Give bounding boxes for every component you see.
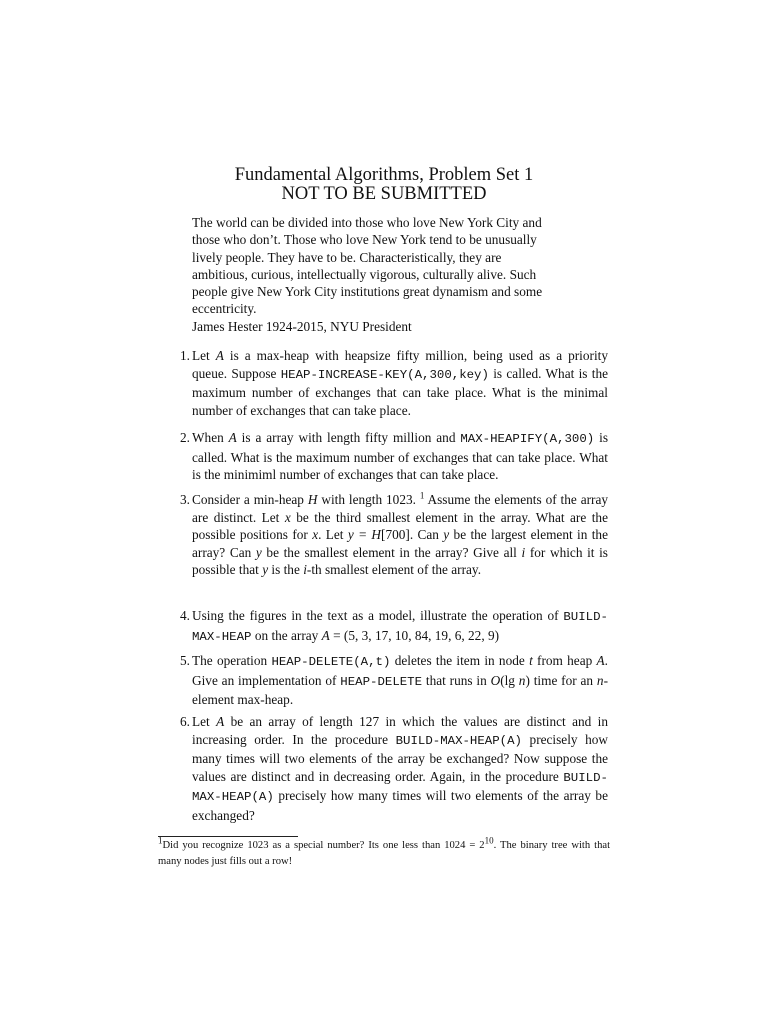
text-run: -element max-heap. <box>192 672 608 707</box>
problem-number: 2. <box>180 430 190 445</box>
text-run: from heap <box>532 653 597 668</box>
problem-text <box>192 607 608 646</box>
text-run: for which it is possible that <box>192 544 608 577</box>
math-var: x <box>312 527 319 542</box>
problem-6 <box>172 713 608 824</box>
quote-line: people give New York City institutions great dynamism and some <box>192 284 543 300</box>
text-run: with length 1023. <box>317 492 420 507</box>
code-run: HEAP-INCREASE-KEY(A,300,key) <box>280 367 489 382</box>
problem-3 <box>172 491 608 579</box>
math-var: x <box>284 509 291 525</box>
footnote <box>158 835 611 869</box>
text-run: precisely how many times will two elements of the array be exchanged? Now suppose the values are distinct and in decreasing order. Again, in the procedure <box>192 731 608 784</box>
math-var: A <box>228 430 237 445</box>
text-run: Did you recognize 1023 as a special number? Its one less than 1024 = 2 <box>162 840 485 851</box>
problem-text <box>192 491 608 579</box>
text-run: . The binary tree with that many nodes just fills out a row! <box>158 840 611 867</box>
text-run: Let <box>192 714 217 729</box>
text-run: Let <box>192 348 216 363</box>
footnote-marker: 1 <box>158 835 163 846</box>
text-run: on the array <box>251 627 322 643</box>
math-var: A <box>321 627 330 643</box>
math-var: H <box>307 492 318 507</box>
text-run: The operation <box>192 653 272 668</box>
text-run: is called. What is the maximum number of exchanges that can take place. What is the minimiml number of exchanges that can take place. <box>192 430 608 482</box>
text-run: . Let <box>318 527 348 542</box>
text-run: [700]. Can <box>381 527 444 542</box>
quote-line: eccentricity. <box>192 301 257 317</box>
math-var: A <box>216 714 225 729</box>
problem-text <box>192 429 608 484</box>
quote-line: those who don’t. Those who love New York tend to be unusually <box>192 232 537 248</box>
text-run: . Give an implementation of <box>192 653 608 688</box>
problem-text <box>192 347 608 419</box>
document-title: Fundamental Algorithms, Problem Set 1 <box>234 165 534 185</box>
text-run: is the <box>268 562 304 577</box>
quote-line: ambitious, curious, intellectually vigorous, culturally alive. Such <box>192 266 537 282</box>
text-run: -th smallest element of the array. <box>306 562 482 577</box>
math-var: n <box>518 672 526 688</box>
math-var: O <box>490 672 501 688</box>
problem-5 <box>172 652 608 709</box>
text-run: Assume the elements of the array are distinct. Let <box>192 492 609 525</box>
math-exponent: 10 <box>484 835 494 846</box>
text-run: When <box>192 430 229 445</box>
problem-1 <box>172 347 608 419</box>
text-run: (lg <box>500 672 519 688</box>
problem-number: 1. <box>180 348 190 363</box>
math-var: t <box>529 653 533 668</box>
code-run: HEAP-DELETE(A,t) <box>271 655 391 669</box>
math-var: A <box>596 653 605 668</box>
text-run: is a max-heap with heapsize fifty million, being used as a priority queue. Suppose <box>192 348 608 381</box>
text-run: be the smallest element in the array? Give all <box>261 544 522 560</box>
text-run: = (5, 3, 17, 10, 84, 19, 6, 22, 9) <box>329 627 500 643</box>
problem-2 <box>172 429 608 484</box>
document-subtitle: NOT TO BE SUBMITTED <box>281 184 487 204</box>
problem-text <box>192 713 608 824</box>
math-var: n <box>596 672 604 688</box>
code-run: MAX-HEAPIFY(A,300) <box>460 432 595 446</box>
math-var: y <box>255 544 262 560</box>
problem-number: 4. <box>180 608 190 623</box>
math-var: i <box>303 562 307 577</box>
text-run: deletes the item in node <box>390 653 530 668</box>
text-run: be the largest element in the array? Can <box>192 527 608 560</box>
text-run: be the third smallest element in the array. What are the possible positions for <box>192 509 608 542</box>
code-run: BUILD-MAX-HEAP(A) <box>192 770 608 804</box>
footnote-divider <box>158 836 298 837</box>
quote-line: The world can be divided into those who love New York City and <box>192 215 542 230</box>
problem-number: 5. <box>180 653 190 668</box>
code-run: HEAP-DELETE <box>340 674 423 689</box>
math-var: A <box>215 348 224 363</box>
code-run: BUILD-MAX-HEAP <box>192 610 608 644</box>
text-run: is a array with length fifty million and <box>236 430 461 445</box>
problem-4 <box>172 607 608 646</box>
text-run: Using the figures in the text as a model, illustrate the operation of <box>192 608 564 623</box>
text-run: is called. What is the maximum number of exchanges that can take place. What is the minimal number of exchanges that can take place. <box>192 365 608 418</box>
quote-line: lively people. They have to be. Characteristically, they are <box>192 249 502 265</box>
text-run: Consider a min-heap <box>192 492 308 507</box>
math-var: y <box>262 562 269 577</box>
problem-number: 6. <box>180 714 190 729</box>
quote-attribution: James Hester 1924-2015, NYU President <box>192 318 412 334</box>
math-var: y <box>443 527 450 542</box>
epigraph-quote <box>192 214 576 335</box>
text-run: that runs in <box>422 672 491 688</box>
problem-text <box>192 652 608 709</box>
footnote-marker: 1 <box>419 490 425 501</box>
text-run: be an array of length 127 in which the values are distinct and in increasing order. In the procedure <box>192 714 608 747</box>
text-run: ) time for an <box>525 672 597 688</box>
problem-number: 3. <box>180 492 190 507</box>
math-var: i <box>521 544 526 560</box>
text-run: precisely how many times will two elements of the array be exchanged? <box>192 788 608 823</box>
code-run: BUILD-MAX-HEAP(A) <box>395 733 522 748</box>
math-var: y = H <box>347 527 382 542</box>
